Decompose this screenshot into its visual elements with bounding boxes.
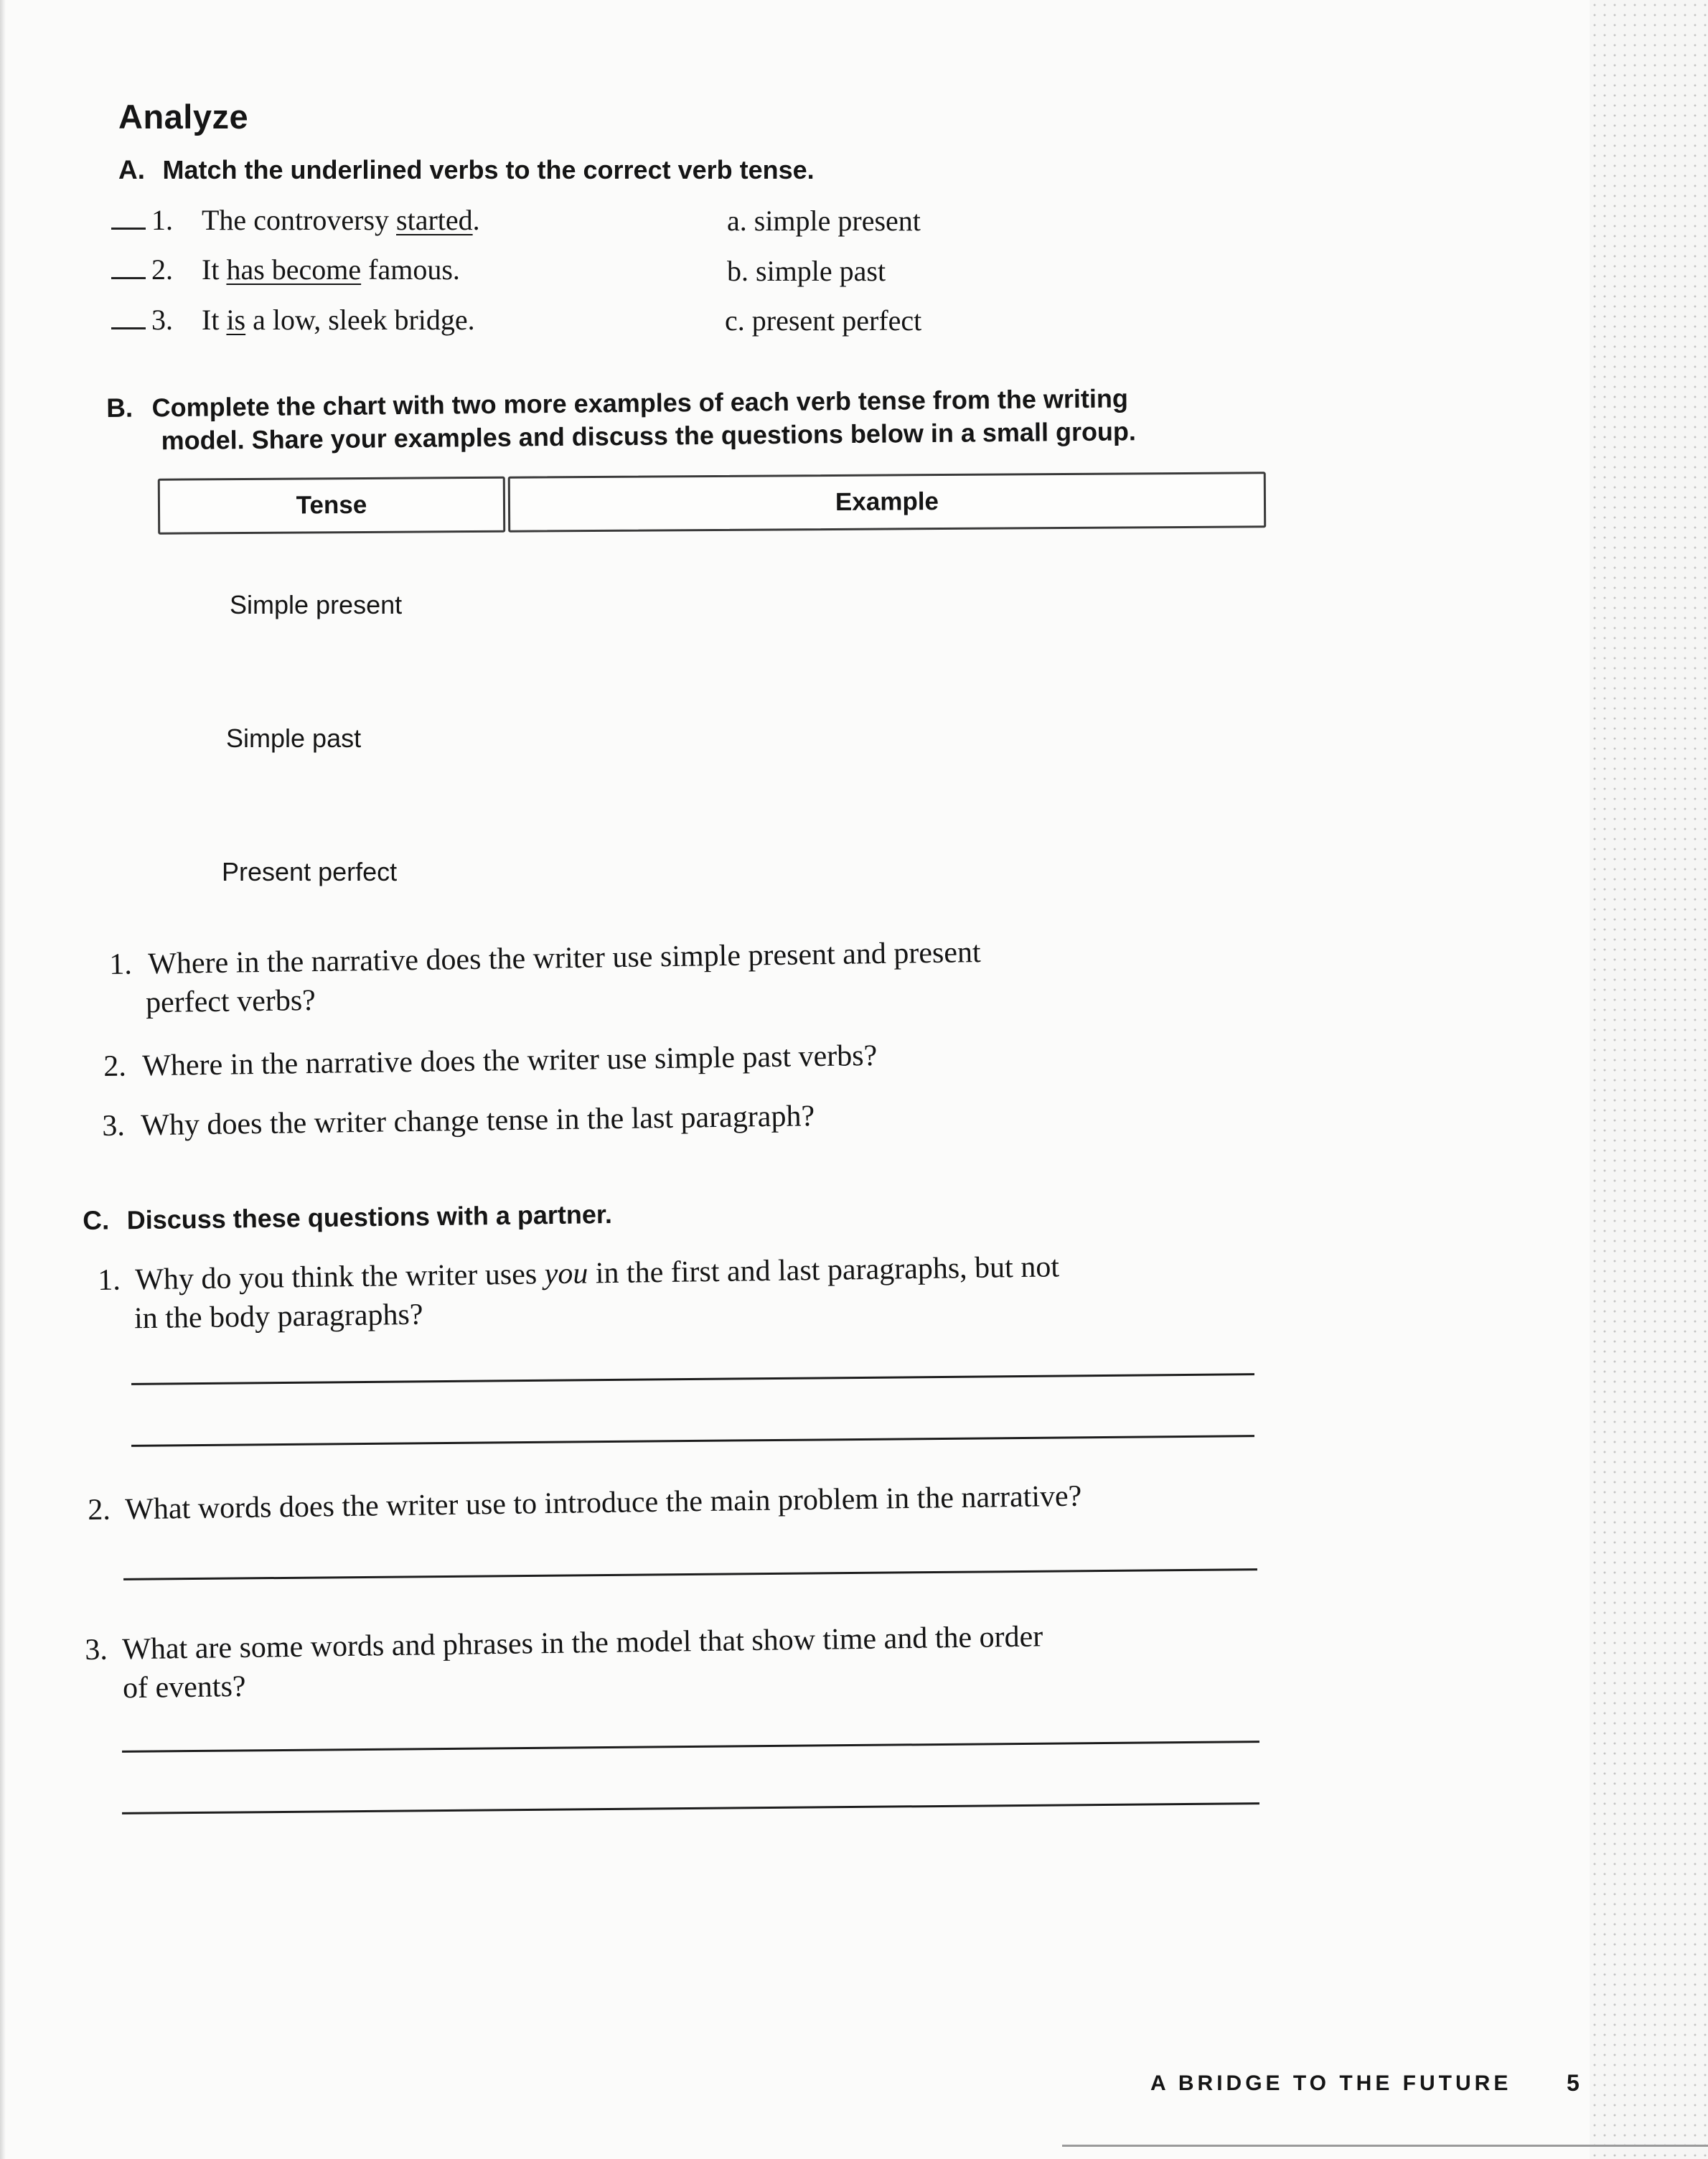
- dotted-margin-pattern: [1590, 0, 1708, 2159]
- section-a-header: [118, 155, 815, 185]
- underlined-verb: has become: [226, 253, 362, 286]
- section-b-letter: B.: [106, 393, 133, 423]
- tense-option-b: b. simple past: [727, 255, 886, 287]
- item-text-after: famous.: [361, 253, 460, 286]
- scan-edge-shadow: [0, 0, 6, 2159]
- section-b-instruction-line1: Complete the chart with two more examples of each verb tense from the writing: [151, 383, 1129, 423]
- footer-unit-title: A BRIDGE TO THE FUTURE: [1150, 2071, 1512, 2095]
- page-heading: Analyze: [118, 98, 249, 136]
- question-text: Why does the writer change tense in the last paragraph?: [141, 1100, 815, 1143]
- question-number: 3.: [85, 1633, 108, 1667]
- question-text-cont: perfect verbs?: [145, 983, 316, 1020]
- section-a-letter: A.: [118, 155, 145, 184]
- section-c-instruction: Discuss these questions with a partner.: [126, 1199, 613, 1235]
- underlined-verb: is: [226, 304, 246, 336]
- question-text: What words does the writer use to introduce the main problem in the narrative?: [125, 1479, 1082, 1527]
- c-question-1: [98, 1250, 1060, 1336]
- question-number: 3.: [102, 1109, 126, 1143]
- question-text: Where in the narrative does the writer use simple present and present: [148, 936, 981, 981]
- question-number: 2.: [103, 1049, 127, 1083]
- b-question-2: [103, 1039, 878, 1084]
- item-number: 3.: [151, 304, 173, 336]
- tense-option-a: a. simple present: [727, 205, 921, 237]
- item-text-before: It: [202, 253, 227, 286]
- answer-line[interactable]: [131, 1373, 1254, 1385]
- page-number: 5: [1567, 2070, 1580, 2096]
- answer-blank[interactable]: [111, 327, 146, 329]
- match-item-2: [111, 253, 460, 286]
- question-text: What are some words and phrases in the model that show time and the order: [122, 1620, 1043, 1667]
- question-text-end: in the first and last paragraphs, but not: [588, 1250, 1060, 1291]
- answer-line[interactable]: [131, 1435, 1254, 1447]
- section-b-header: [106, 383, 1136, 456]
- chart-header-example: Example: [508, 472, 1266, 532]
- section-a-instruction: Match the underlined verbs to the correct verb tense.: [162, 155, 815, 184]
- answer-line[interactable]: [122, 1802, 1259, 1814]
- item-text-before: It: [202, 304, 227, 336]
- answer-line[interactable]: [123, 1568, 1257, 1580]
- question-number: 2.: [88, 1493, 111, 1527]
- chart-row-present-perfect: Present perfect: [222, 857, 398, 886]
- match-item-3: [111, 303, 475, 337]
- question-text-cont: of events?: [122, 1669, 246, 1705]
- c-question-2: [88, 1479, 1082, 1527]
- chart-header-tense: Tense: [158, 477, 505, 535]
- item-number: 2.: [151, 253, 173, 286]
- item-text-before: The controversy: [202, 204, 397, 236]
- question-number: 1.: [109, 947, 133, 981]
- c-question-3: [85, 1619, 1043, 1706]
- chart-row-simple-present: Simple present: [230, 590, 403, 619]
- italic-word: you: [544, 1257, 588, 1291]
- question-text: Where in the narrative does the writer use simple past verbs?: [142, 1039, 878, 1083]
- b-question-3: [102, 1099, 815, 1143]
- chart-row-simple-past: Simple past: [226, 723, 362, 753]
- question-text: Why do you think the writer uses: [135, 1258, 545, 1297]
- bottom-rule: [1062, 2145, 1708, 2147]
- answer-blank[interactable]: [111, 228, 146, 230]
- section-c-letter: C.: [83, 1205, 110, 1235]
- tense-chart-header: [158, 472, 1267, 538]
- section-b-instruction-line2: model. Share your examples and discuss the questions below in a small group.: [161, 416, 1137, 456]
- section-c-header: [83, 1199, 612, 1236]
- answer-line[interactable]: [122, 1741, 1259, 1753]
- tense-option-c: c. present perfect: [725, 304, 922, 337]
- question-number: 1.: [98, 1263, 121, 1297]
- item-number: 1.: [151, 204, 173, 236]
- underlined-verb: started: [396, 204, 473, 236]
- item-text-after: a low, sleek bridge.: [245, 304, 475, 336]
- match-item-1: [111, 203, 480, 237]
- question-text-cont: in the body paragraphs?: [133, 1298, 423, 1336]
- b-question-1: [109, 935, 982, 1021]
- item-text-after: .: [472, 204, 480, 236]
- answer-blank[interactable]: [111, 277, 146, 279]
